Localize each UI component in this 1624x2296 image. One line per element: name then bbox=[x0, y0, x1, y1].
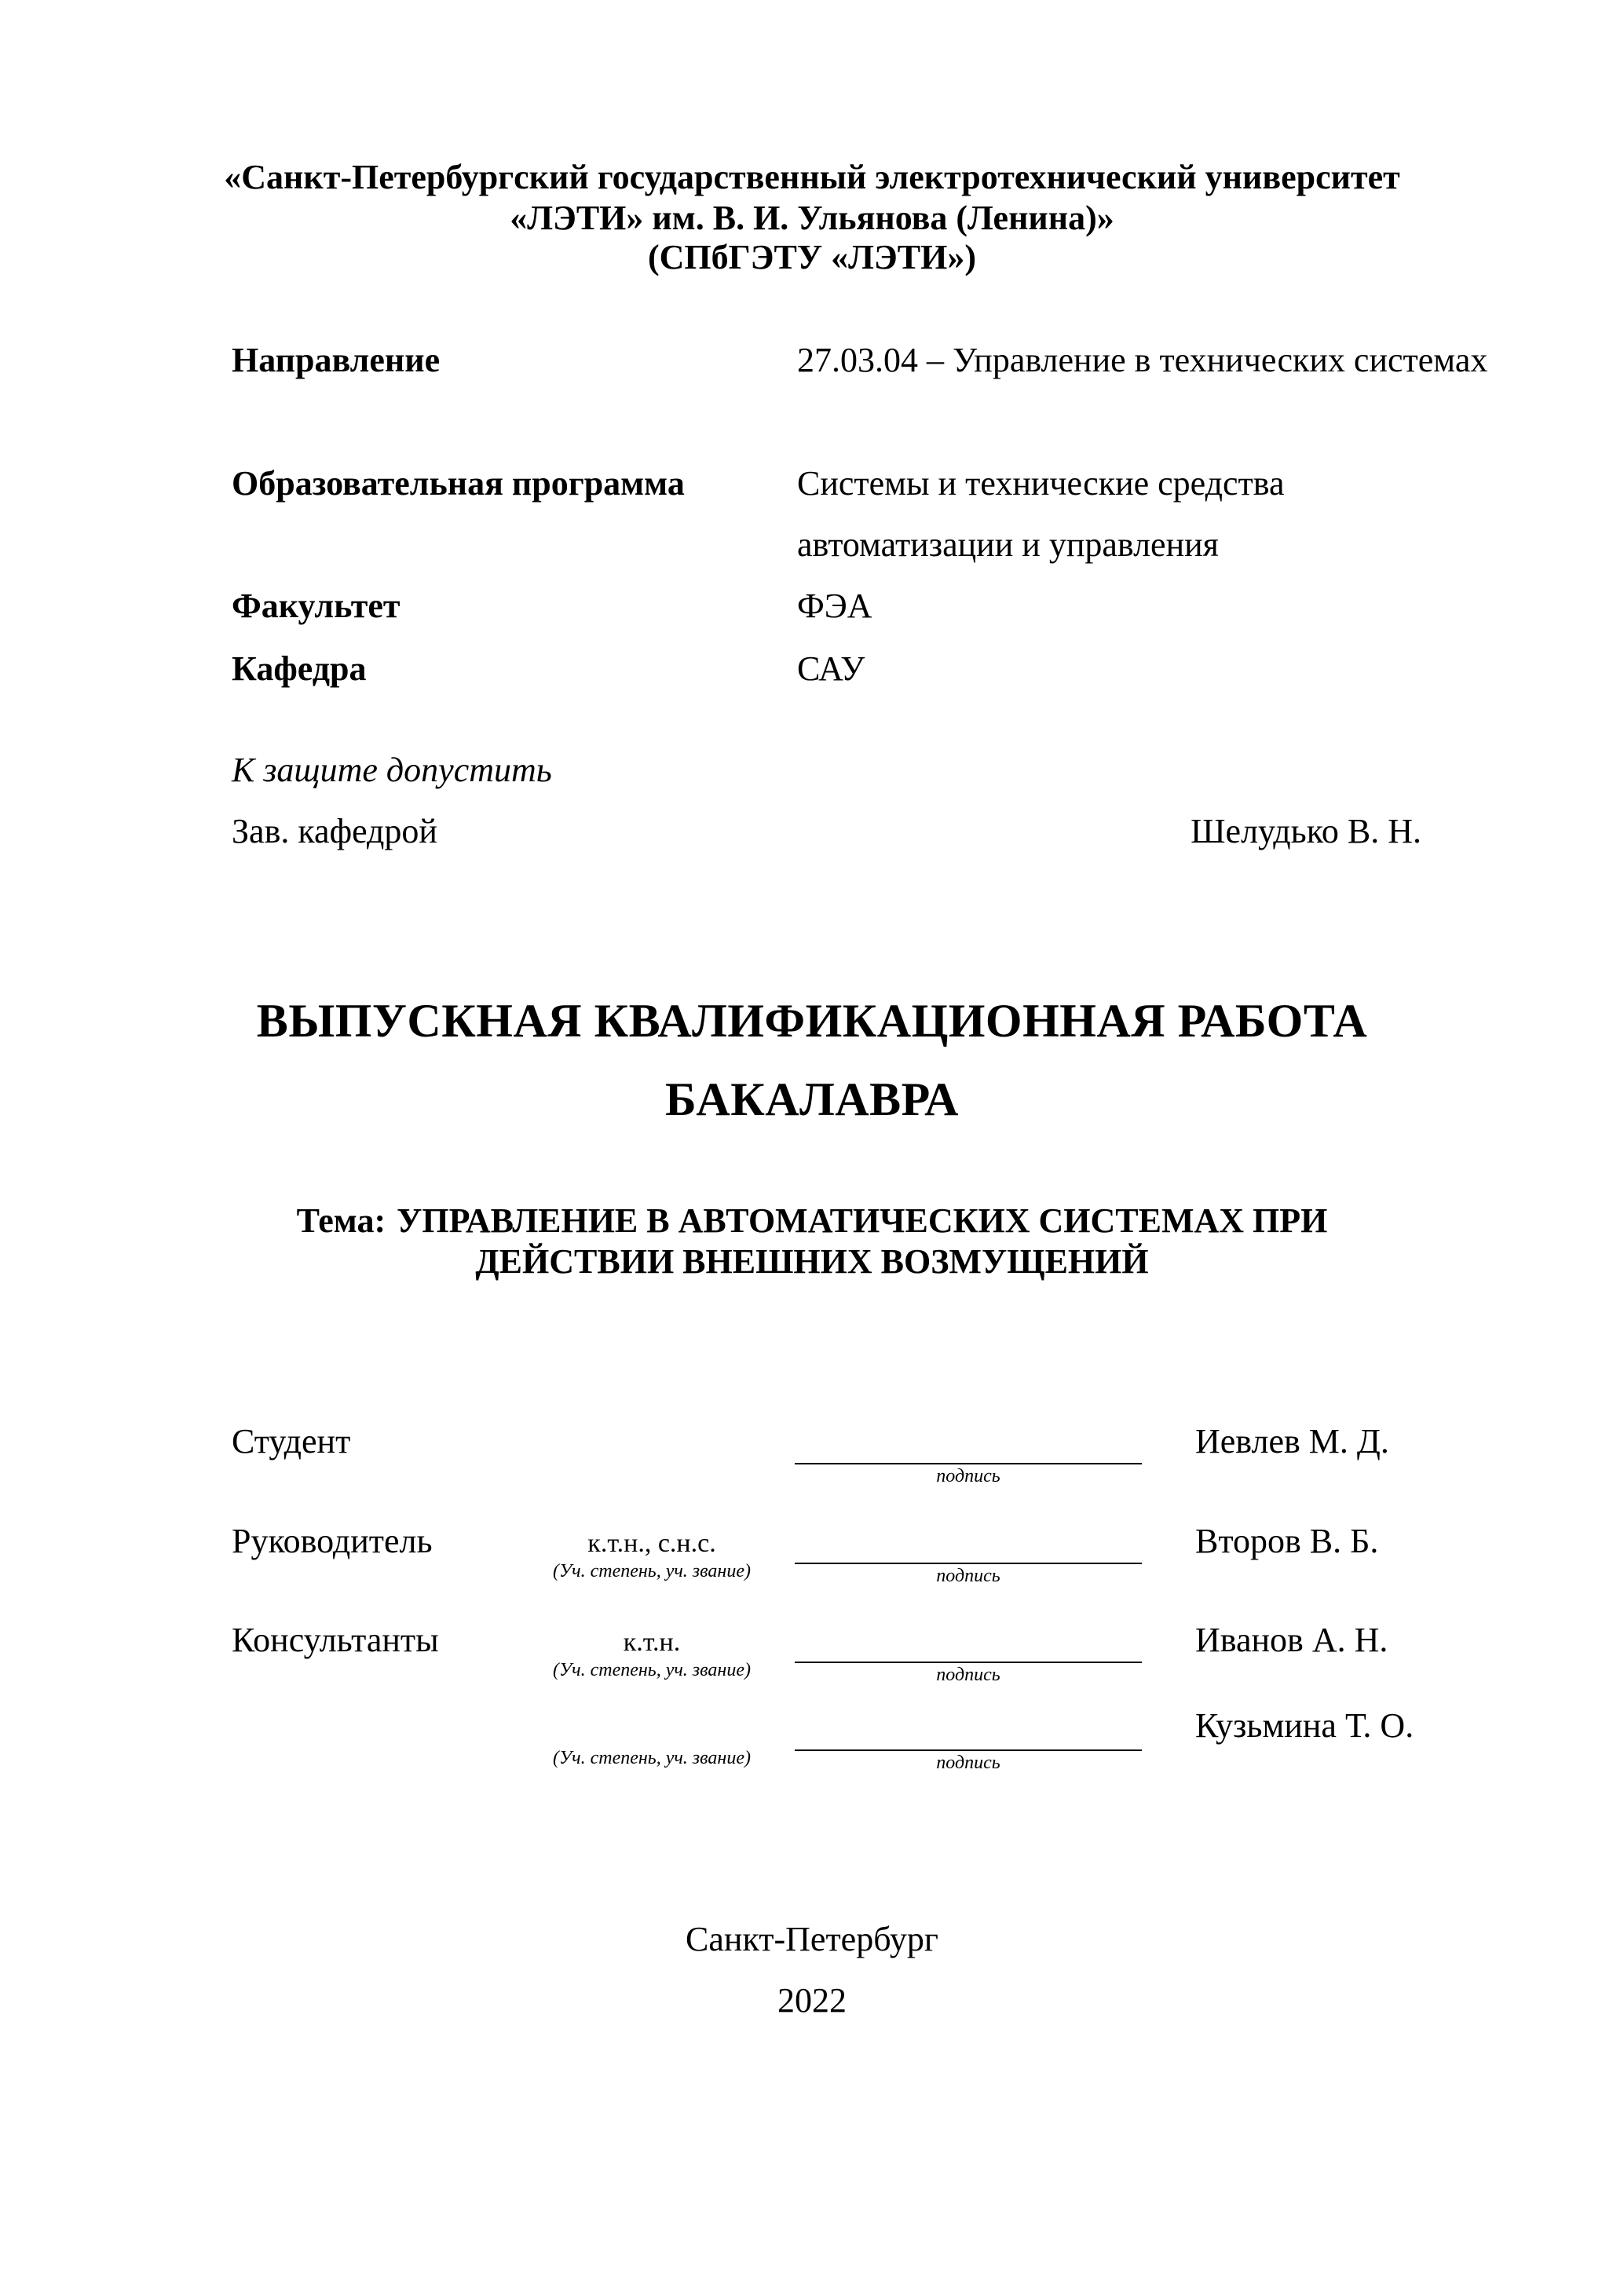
university-abbreviation: (СПбГЭТУ «ЛЭТИ») bbox=[648, 238, 976, 276]
document-title-line-2: БАКАЛАВРА bbox=[665, 1073, 959, 1125]
department-value: САУ bbox=[797, 649, 865, 688]
topic-line-2: ДЕЙСТВИИ ВНЕШНИХ ВОЗМУЩЕНИЙ bbox=[475, 1242, 1149, 1281]
consultant-1-signature-line bbox=[795, 1662, 1142, 1663]
admission-note: К защите допустить bbox=[232, 751, 552, 789]
student-signature-caption: подпись bbox=[936, 1466, 1000, 1486]
program-label: Образовательная программа bbox=[232, 464, 685, 503]
university-name-line-2: «ЛЭТИ» им. В. И. Ульянова (Ленина)» bbox=[510, 199, 1114, 237]
consultant-2-degree-caption: (Уч. степень, уч. звание) bbox=[553, 1748, 751, 1768]
consultants-label: Консультанты bbox=[232, 1621, 439, 1659]
faculty-value: ФЭА bbox=[797, 587, 872, 625]
supervisor-degree: к.т.н., с.н.с. bbox=[587, 1529, 716, 1558]
topic-label: Тема: bbox=[296, 1201, 386, 1240]
supervisor-label: Руководитель bbox=[232, 1522, 433, 1560]
consultant-1-name: Иванов А. Н. bbox=[1195, 1621, 1388, 1659]
direction-label: Направление bbox=[232, 341, 441, 379]
supervisor-signature-line bbox=[795, 1563, 1142, 1564]
student-signature-line bbox=[795, 1463, 1142, 1464]
head-of-department-label: Зав. кафедрой bbox=[232, 812, 437, 850]
city: Санкт-Петербург bbox=[686, 1920, 938, 1958]
consultant-1-signature-caption: подпись bbox=[936, 1665, 1000, 1685]
department-label: Кафедра bbox=[232, 649, 367, 688]
document-title-line-1: ВЫПУСКНАЯ КВАЛИФИКАЦИОННАЯ РАБОТА bbox=[256, 995, 1368, 1047]
faculty-label: Факультет bbox=[232, 587, 401, 625]
consultant-2-signature-line bbox=[795, 1749, 1142, 1751]
consultant-1-degree-caption: (Уч. степень, уч. звание) bbox=[553, 1660, 751, 1680]
program-value: Системы и технические средства автоматизации и управления bbox=[797, 464, 1285, 564]
head-of-department-name: Шелудько В. Н. bbox=[1191, 812, 1421, 850]
student-name: Иевлев М. Д. bbox=[1195, 1422, 1389, 1461]
supervisor-signature-caption: подпись bbox=[936, 1566, 1000, 1586]
supervisor-name: Второв В. Б. bbox=[1195, 1522, 1379, 1560]
year: 2022 bbox=[777, 1981, 847, 2020]
supervisor-degree-caption: (Уч. степень, уч. звание) bbox=[553, 1561, 751, 1581]
consultant-1-degree: к.т.н. bbox=[623, 1628, 681, 1657]
topic-line-1 bbox=[0, 1200, 1624, 1242]
university-name-line-1: «Санкт-Петербургский государственный электротехнический университет bbox=[224, 158, 1400, 196]
consultant-2-name: Кузьмина Т. О. bbox=[1195, 1706, 1414, 1745]
consultant-2-signature-caption: подпись bbox=[936, 1753, 1000, 1773]
topic-text-line-1: УПРАВЛЕНИЕ В АВТОМАТИЧЕСКИХ СИСТЕМАХ ПРИ bbox=[397, 1201, 1328, 1240]
student-label: Студент bbox=[232, 1422, 351, 1461]
direction-value: 27.03.04 – Управление в технических системах bbox=[797, 341, 1488, 379]
